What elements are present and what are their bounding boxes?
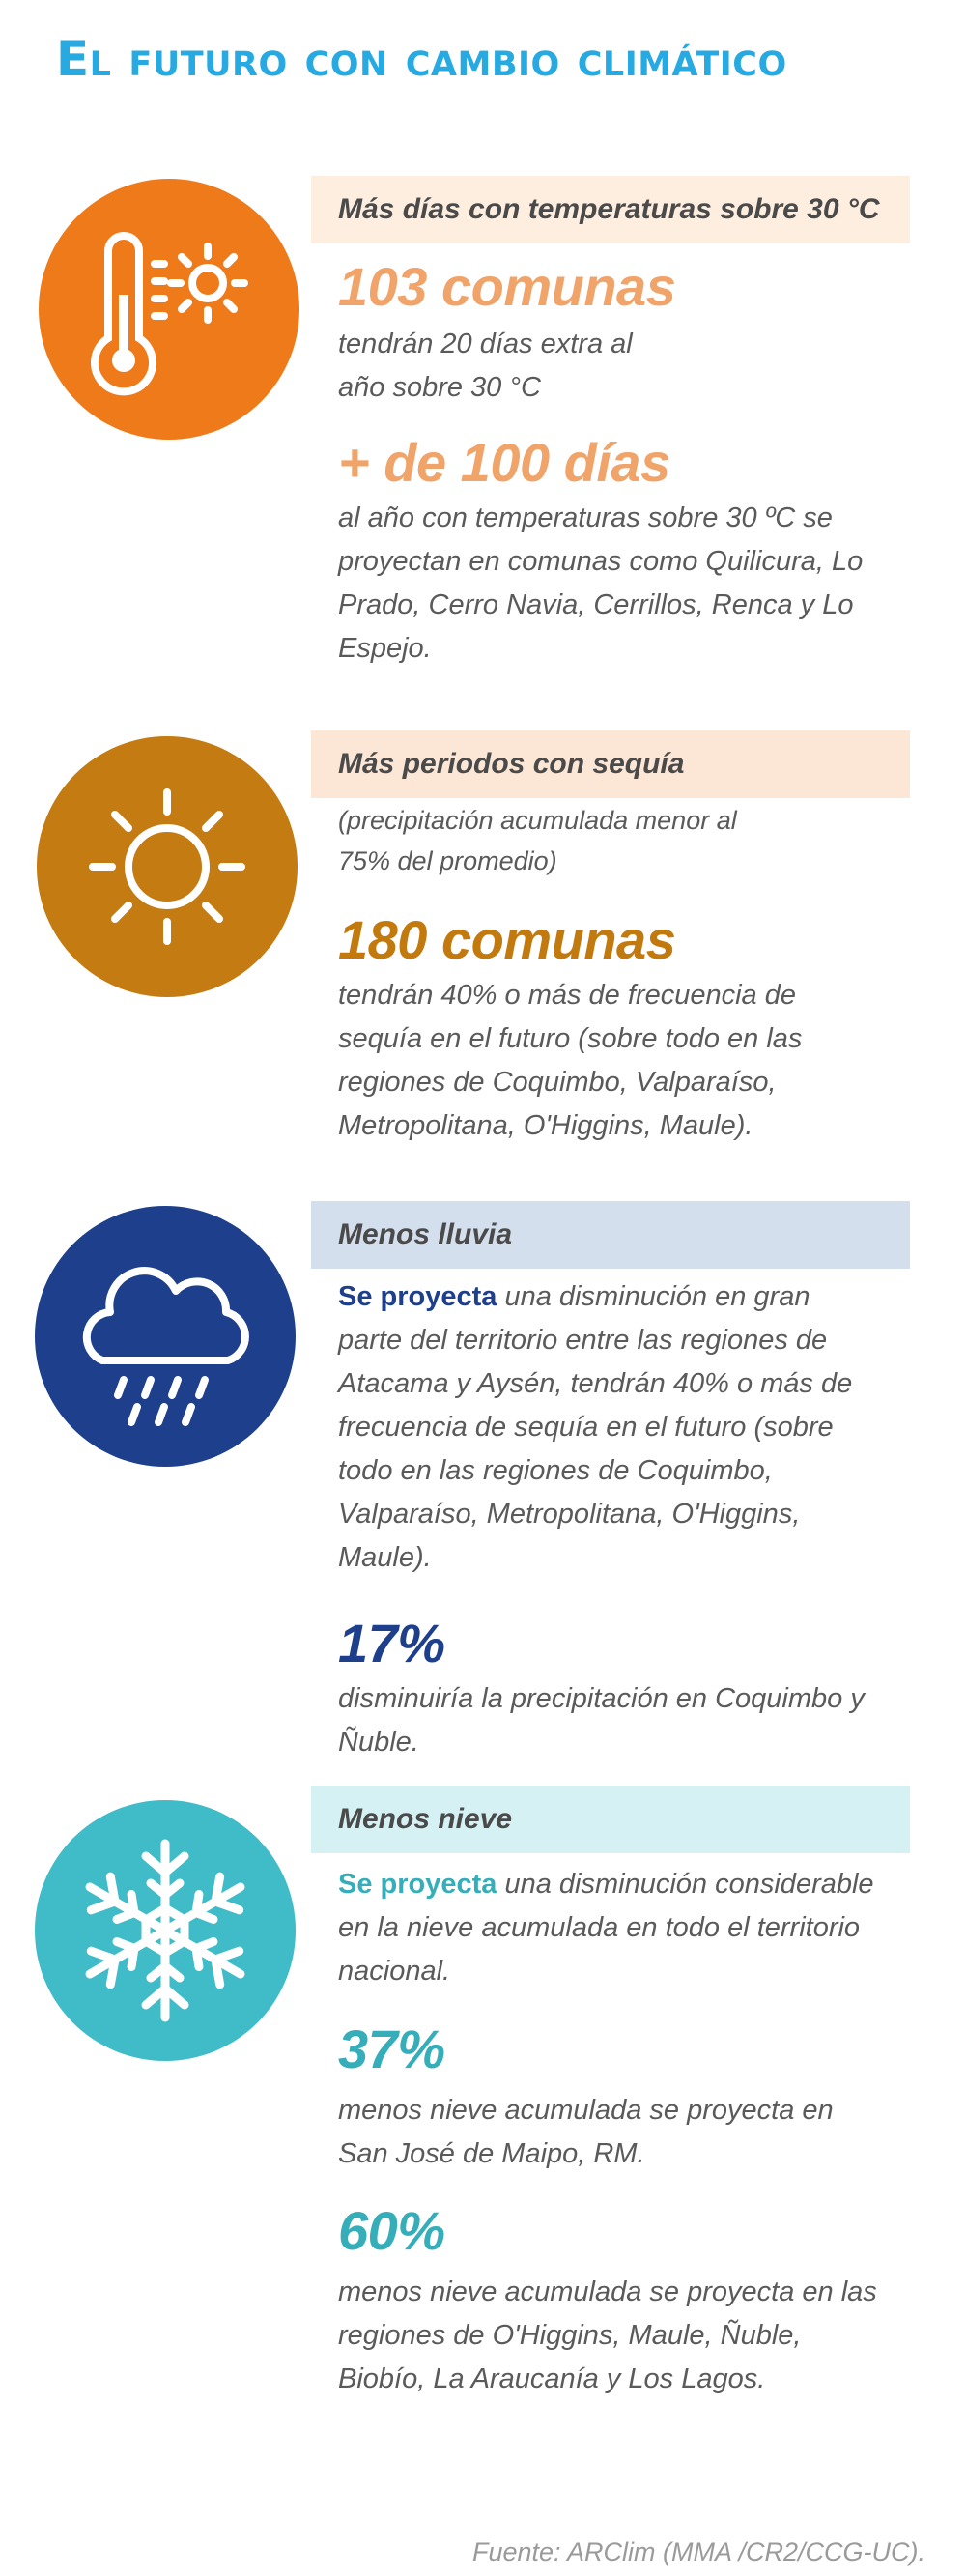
heat-stat-dias: + de 100 días <box>338 432 670 493</box>
snow-lead: Se proyecta <box>338 1869 497 1900</box>
heat-stat-comunas: 103 comunas <box>338 256 676 317</box>
heat-heading: Más días con temperaturas sobre 30 °C <box>311 176 910 243</box>
snow-text-60: menos nieve acumulada se proyecta en las regiones de O'Higgins, Maule, Ñuble, Biobío, La Araucanía y Los Lagos. <box>338 2276 877 2394</box>
snow-text: una disminución considerable en la nieve acumulada en todo el territorio nacional. <box>338 1869 874 1987</box>
snow-text-37: menos nieve acumulada se proyecta en San José de Maipo, RM. <box>338 2095 834 2169</box>
page-title: El futuro con cambio climático <box>56 31 787 87</box>
rain-lead: Se proyecta <box>338 1281 497 1312</box>
sun-icon <box>37 736 298 997</box>
thermometer-sun-icon <box>39 179 299 440</box>
heat-text-comunas: tendrán 20 días extra al año sobre 30 °C <box>338 329 633 403</box>
snow-stat-60: 60% <box>338 2200 445 2261</box>
drought-note: (precipitación acumulada menor al 75% del promedio) <box>338 806 737 875</box>
rain-text-percent: disminuiría la precipitación en Coquimbo y Ñuble. <box>338 1683 865 1758</box>
source-note: Fuente: ARClim (MMA /CR2/CCG-UC). <box>471 2537 925 2566</box>
rain-stat-percent: 17% <box>338 1613 445 1674</box>
heat-text-dias: al año con temperaturas sobre 30 ºC se proyectan en comunas como Quilicura, Lo Prado, Cerro Navia, Cerrillos, Renca y Lo Espejo. <box>338 502 864 664</box>
snowflake-icon <box>35 1800 296 2061</box>
snow-heading: Menos nieve <box>311 1786 910 1853</box>
drought-text-comunas: tendrán 40% o más de frecuencia de sequía en el futuro (sobre todo en las regiones de Coquimbo, Valparaíso, Metropolitana, O'Higgins, Maule). <box>338 980 803 1141</box>
rain-text: una disminución en gran parte del territorio entre las regiones de Atacama y Aysén, tendrán 40% o más de frecuencia de sequía en el futuro (sobre todo en las regiones de Coquimbo, Valparaíso, Metropolitana, O'Higgins, Maule). <box>338 1281 853 1573</box>
drought-stat-comunas: 180 comunas <box>338 909 676 970</box>
snow-paragraph <box>338 1863 879 1993</box>
snow-stat-37: 37% <box>338 2018 445 2079</box>
rain-paragraph <box>338 1275 879 1580</box>
rain-heading: Menos lluvia <box>311 1201 910 1269</box>
drought-heading: Más periodos con sequía <box>311 730 910 798</box>
rain-cloud-icon <box>35 1206 296 1467</box>
